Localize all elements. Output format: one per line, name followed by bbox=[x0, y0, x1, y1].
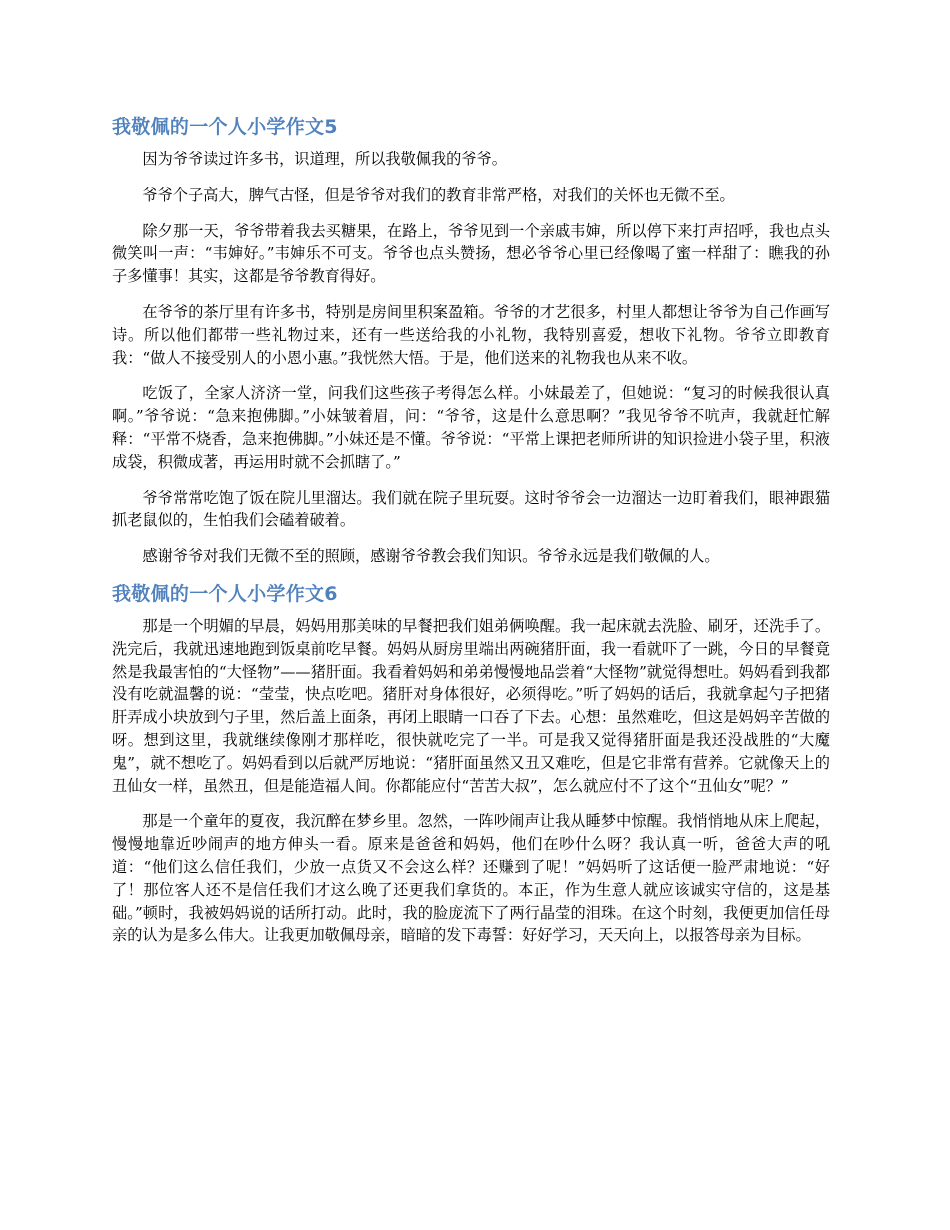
section-title: 我敬佩的一个人小学作文6 bbox=[112, 582, 338, 605]
paragraph: 那是一个明媚的早晨，妈妈用那美味的早餐把我们姐弟俩唤醒。我一起床就去洗脸、刷牙，还洗手了。洗完后，我就迅速地跑到饭桌前吃早餐。妈妈从厨房里端出两碗猪肝面，我一看就吓了一跳，今日的早餐竟然是我最害怕的“大怪物”——猪肝面。我看着妈妈和弟弟慢慢地品尝着“大怪物”就觉得想吐。妈妈看到我都没有吃就温馨的说：“莹莹，快点吃吧。猪肝对身体很好，必须得吃。”听了妈妈的话后，我就拿起勺子把猪肝弄成小块放到勺子里，然后盖上面条，再闭上眼睛一口吞了下去。心想：虽然难吃，但这是妈妈辛苦做的呀。想到这里，我就继续像刚才那样吃，很快就吃完了一半。可是我又觉得猪肝面是我还没战胜的“大魔鬼”，就不想吃了。妈妈看到以后就严厉地说：“猪肝面虽然又丑又难吃，但是它非常有营养。它就像天上的丑仙女一样，虽然丑，但是能造福人间。你都能应付“苦苦大叔”，怎么就应付不了这个“丑仙女”呢？” bbox=[112, 616, 830, 795]
document-page bbox=[112, 114, 830, 960]
paragraph: 因为爷爷读过许多书，识道理，所以我敬佩我的爷爷。 bbox=[142, 150, 507, 168]
essay-section-6 bbox=[112, 581, 830, 947]
paragraph: 感谢爷爷对我们无微不至的照顾，感谢爷爷教会我们知识。爷爷永远是我们敬佩的人。 bbox=[142, 547, 720, 566]
paragraph: 爷爷个子高大，脾气古怪，但是爷爷对我们的教育非常严格，对我们的关怀也无微不至。 bbox=[142, 185, 735, 204]
section-title: 我敬佩的一个人小学作文5 bbox=[112, 116, 338, 138]
paragraph: 在爷爷的茶厅里有许多书，特别是房间里积案盈箱。爷爷的才艺很多，村里人都想让爷爷为自己作画写诗。所以他们都带一些礼物过来，还有一些送给我的小礼物，我特别喜爱，想收下礼物。爷爷立即教育我：“做人不接受别人的小恩小惠。”我恍然大悟。于是，他们送来的礼物我也从来不收。 bbox=[112, 302, 830, 367]
essay-section-5 bbox=[112, 114, 830, 568]
paragraph: 那是一个童年的夏夜，我沉醉在梦乡里。忽然，一阵吵闹声让我从睡梦中惊醒。我悄悄地从床上爬起，慢慢地靠近吵闹声的地方伸头一看。原来是爸爸和妈妈，他们在吵什么呀？我认真一听，爸爸大声的吼道：“他们这么信任我们，少放一点货又不会这么样？还赚到了呢！”妈妈听了这话便一脸严肃地说：“好了！那位客人还不是信任我们才这么晚了还更我们拿货的。本正，作为生意人就应该诚实守信的，这是基础。”顿时，我被妈妈说的话所打动。此时，我的脸庞流下了两行晶莹的泪珠。在这个时刻，我便更加信任母亲的认为是多么伟大。让我更加敬佩母亲，暗暗的发下毒誓：好好学习，天天向上，以报答母亲为目标。 bbox=[112, 812, 830, 945]
paragraph: 除夕那一天，爷爷带着我去买糖果，在路上，爷爷见到一个亲戚韦婶，所以停下来打声招呼，我也点头微笑叫一声：“韦婶好。”韦婶乐不可支。爷爷也点头赞扬，想必爷爷心里已经像喝了蜜一样甜了：瞧我的孙子多懂事！其实，这都是爷爷教育得好。 bbox=[112, 221, 830, 286]
paragraph: 爷爷常常吃饱了饭在院儿里溜达。我们就在院子里玩耍。这时爷爷会一边溜达一边盯着我们，眼神跟猫抓老鼠似的，生怕我们会磕着破着。 bbox=[112, 488, 830, 530]
paragraph: 吃饭了，全家人济济一堂，问我们这些孩子考得怎么样。小妹最差了，但她说：“复习的时候我很认真啊。”爷爷说：“急来抱佛脚。”小妹皱着眉，问：“爷爷，这是什么意思啊？”我见爷爷不吭声，我就赶忙解释：“平常不烧香，急来抱佛脚。”小妹还是不懂。爷爷说：“平常上课把老师所讲的知识捡进小袋子里，积液成袋，积微成著，再运用时就不会抓瞎了。” bbox=[112, 384, 830, 471]
